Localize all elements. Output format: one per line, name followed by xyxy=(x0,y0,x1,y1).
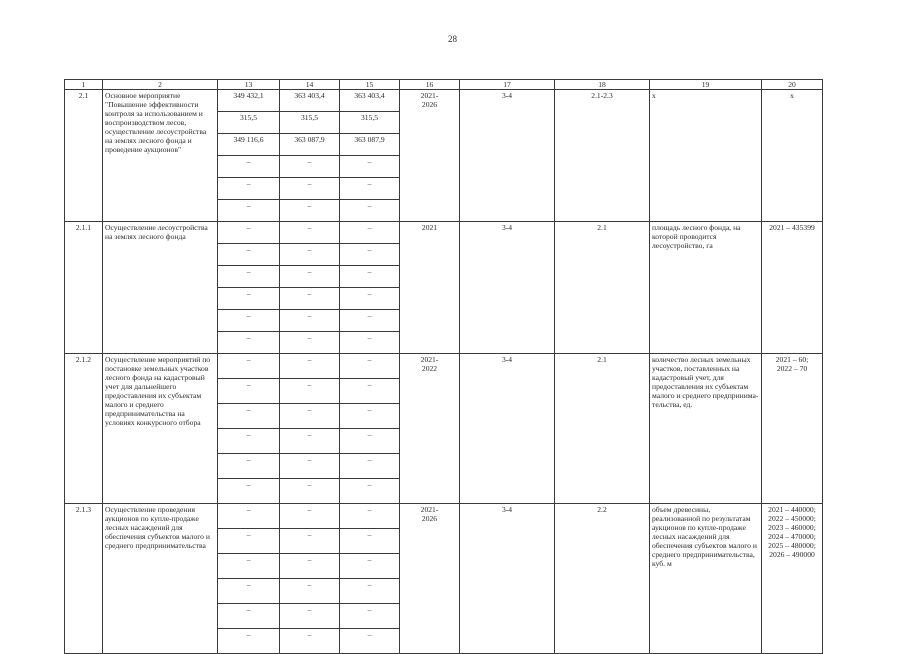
finance-cell: – xyxy=(280,379,340,404)
finance-cell: – xyxy=(280,479,340,504)
finance-cell: – xyxy=(340,529,400,554)
finance-cell: – xyxy=(218,554,280,579)
header-cell: 2 xyxy=(103,80,218,90)
indicator-value-cell: 2021 – 60; 2022 – 70 xyxy=(762,354,823,504)
header-cell: 20 xyxy=(762,80,823,90)
finance-cell: – xyxy=(340,504,400,529)
finance-cell: – xyxy=(280,504,340,529)
page-number: 28 xyxy=(448,34,457,44)
finance-cell: – xyxy=(340,310,400,332)
indicator-ref-cell: 2.1 xyxy=(555,354,650,504)
period-cell: 2021 xyxy=(400,222,460,354)
finance-cell: – xyxy=(280,579,340,604)
table-row xyxy=(65,222,823,244)
finance-cell: – xyxy=(218,244,280,266)
finance-cell: – xyxy=(280,222,340,244)
finance-cell: 349 432,1 xyxy=(218,90,280,112)
indicator-value-cell: 2021 – 440000; 2022 – 450000; 2023 – 460000; 2024 – 470000; 2025 – 480000; 2026 – 490000 xyxy=(762,504,823,654)
finance-cell: – xyxy=(340,288,400,310)
finance-cell: – xyxy=(280,178,340,200)
row-number: 2.1.1 xyxy=(65,222,103,354)
finance-cell: – xyxy=(280,354,340,379)
header-row xyxy=(65,80,823,90)
finance-cell: – xyxy=(280,332,340,354)
finance-cell: – xyxy=(218,429,280,454)
finance-cell: – xyxy=(340,579,400,604)
finance-cell: – xyxy=(280,244,340,266)
row-number: 2.1 xyxy=(65,90,103,222)
finance-cell: – xyxy=(280,429,340,454)
finance-cell: – xyxy=(218,354,280,379)
row-number: 2.1.2 xyxy=(65,354,103,504)
finance-cell: – xyxy=(280,629,340,654)
header-cell: 1 xyxy=(65,80,103,90)
indicator-name-cell: объем древесины, реализованной по результатам аукционов по купле-продаже лесных насаждений для обеспечения субъектов малого и среднего предпринимательства, куб. м xyxy=(650,504,762,654)
finance-cell: – xyxy=(280,604,340,629)
finance-cell: 315,5 xyxy=(340,112,400,134)
finance-cell: – xyxy=(280,266,340,288)
table-row xyxy=(65,354,823,379)
finance-cell: – xyxy=(218,404,280,429)
finance-cell: – xyxy=(218,479,280,504)
finance-cell: – xyxy=(340,332,400,354)
table-row xyxy=(65,90,823,112)
header-cell: 19 xyxy=(650,80,762,90)
finance-cell: – xyxy=(218,200,280,222)
finance-cell: – xyxy=(340,266,400,288)
header-cell: 13 xyxy=(218,80,280,90)
finance-cell: – xyxy=(218,579,280,604)
finance-cell: – xyxy=(218,222,280,244)
measure-name: Основное мероприятие "Повышение эффективности контроля за использованием и воспроизводством лесов, осуществление лесоустройства на землях лесного фонда и проведение аукционов" xyxy=(103,90,218,222)
indicator-value-cell: х xyxy=(762,90,823,222)
indicator-name-cell: количество лесных земельных участков, поставленных на кадастровый учет, для предоставления их субъектам малого и среднего предпринима-тельства, ед. xyxy=(650,354,762,504)
tasks-cell: 3-4 xyxy=(460,354,555,504)
finance-cell: – xyxy=(280,454,340,479)
finance-cell: 315,5 xyxy=(218,112,280,134)
finance-cell: – xyxy=(340,222,400,244)
finance-cell: – xyxy=(218,454,280,479)
finance-cell: – xyxy=(340,404,400,429)
finance-cell: – xyxy=(218,604,280,629)
finance-cell: 363 087,9 xyxy=(340,134,400,156)
finance-cell: – xyxy=(280,200,340,222)
finance-cell: – xyxy=(280,310,340,332)
indicator-ref-cell: 2.1 xyxy=(555,222,650,354)
finance-cell: – xyxy=(340,479,400,504)
measure-name: Осуществление мероприятий по постановке земельных участков лесного фонда на кадастровый учет для дальнейшего предоставления их субъектам малого и среднего предпринимательства на условиях конкурсного отбора xyxy=(103,354,218,504)
header-cell: 16 xyxy=(400,80,460,90)
finance-cell: – xyxy=(280,288,340,310)
finance-cell: – xyxy=(340,244,400,266)
measure-name: Осуществление лесоустройства на землях лесного фонда xyxy=(103,222,218,354)
header-cell: 15 xyxy=(340,80,400,90)
measures-table xyxy=(64,79,823,654)
finance-cell: 363 403,4 xyxy=(280,90,340,112)
header-cell: 18 xyxy=(555,80,650,90)
period-cell: 2021- 2026 xyxy=(400,504,460,654)
measure-name: Осуществление проведения аукционов по купле-продаже лесных насаждений для обеспечения субъектов малого и среднего предпринимательства xyxy=(103,504,218,654)
finance-cell: 349 116,6 xyxy=(218,134,280,156)
finance-cell: – xyxy=(340,454,400,479)
header-cell: 17 xyxy=(460,80,555,90)
indicator-ref-cell: 2.2 xyxy=(555,504,650,654)
header-cell: 14 xyxy=(280,80,340,90)
finance-cell: 315,5 xyxy=(280,112,340,134)
tasks-cell: 3-4 xyxy=(460,222,555,354)
finance-cell: – xyxy=(340,379,400,404)
finance-cell: – xyxy=(218,266,280,288)
finance-cell: – xyxy=(218,504,280,529)
finance-cell: – xyxy=(340,200,400,222)
finance-cell: – xyxy=(280,404,340,429)
finance-cell: – xyxy=(280,156,340,178)
finance-cell: – xyxy=(218,156,280,178)
finance-cell: – xyxy=(218,332,280,354)
finance-cell: 363 403,4 xyxy=(340,90,400,112)
finance-cell: – xyxy=(218,288,280,310)
finance-cell: – xyxy=(218,629,280,654)
tasks-cell: 3-4 xyxy=(460,504,555,654)
finance-cell: – xyxy=(340,156,400,178)
row-number: 2.1.3 xyxy=(65,504,103,654)
finance-cell: – xyxy=(218,178,280,200)
finance-cell: – xyxy=(218,529,280,554)
finance-cell: – xyxy=(340,629,400,654)
indicator-ref-cell: 2.1-2.3 xyxy=(555,90,650,222)
finance-cell: – xyxy=(218,310,280,332)
finance-cell: – xyxy=(340,604,400,629)
table-row xyxy=(65,504,823,529)
indicator-name-cell: х xyxy=(650,90,762,222)
finance-cell: – xyxy=(340,354,400,379)
finance-cell: 363 087,9 xyxy=(280,134,340,156)
tasks-cell: 3-4 xyxy=(460,90,555,222)
period-cell: 2021- 2022 xyxy=(400,354,460,504)
finance-cell: – xyxy=(280,554,340,579)
period-cell: 2021- 2026 xyxy=(400,90,460,222)
indicator-name-cell: площадь лесного фонда, на которой проводится лесоустройство, га xyxy=(650,222,762,354)
finance-cell: – xyxy=(340,178,400,200)
finance-cell: – xyxy=(218,379,280,404)
finance-cell: – xyxy=(340,554,400,579)
indicator-value-cell: 2021 – 435399 xyxy=(762,222,823,354)
finance-cell: – xyxy=(340,429,400,454)
finance-cell: – xyxy=(280,529,340,554)
